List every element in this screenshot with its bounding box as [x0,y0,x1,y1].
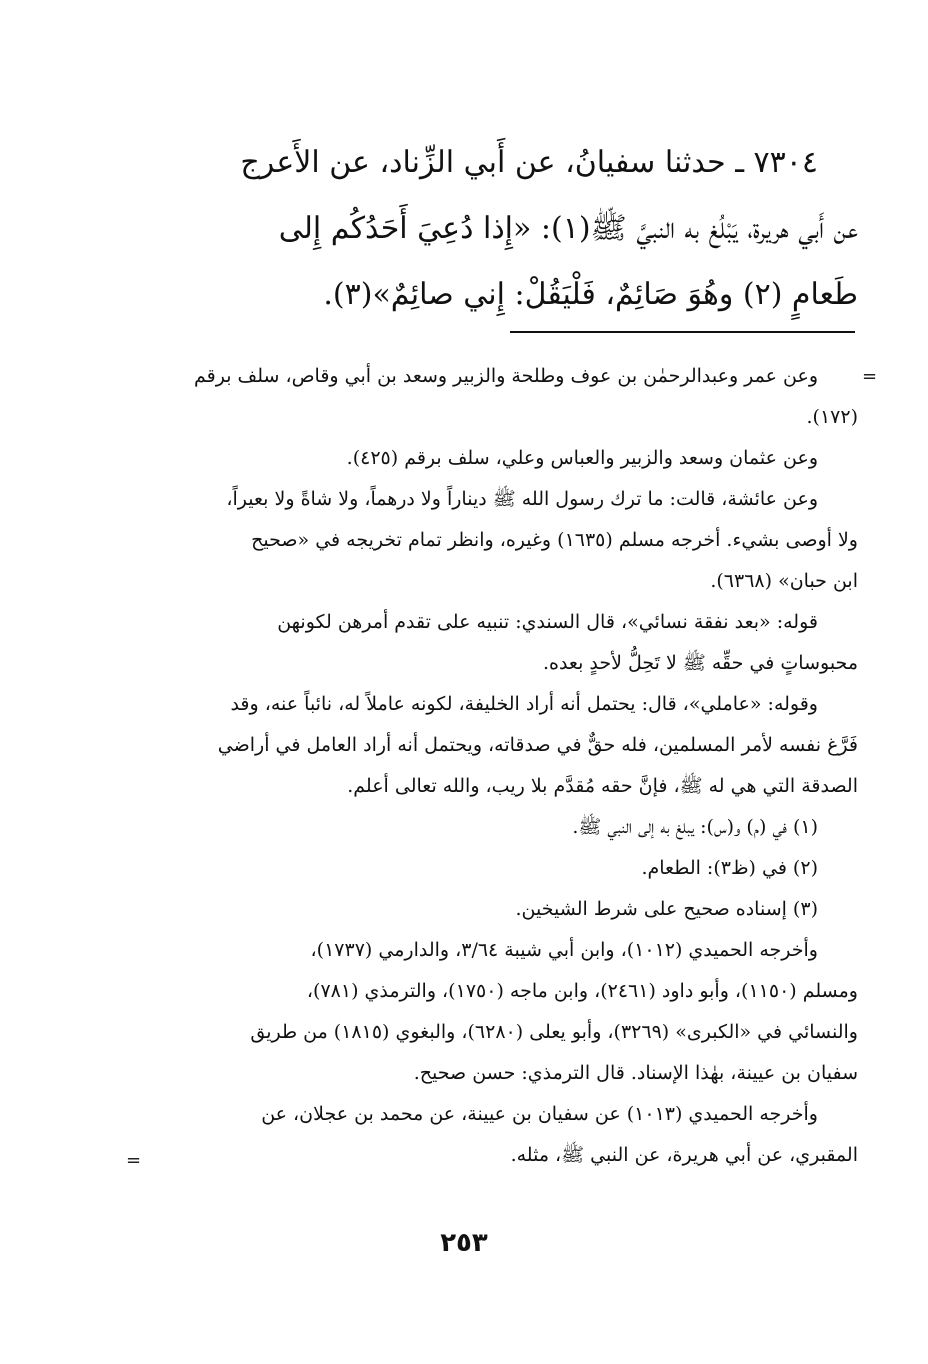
footnote-line: وعن عائشة، قالت: ما ترك رسول الله ﷺ ديناراً ولا درهماً، ولا شاةً ولا بعيراً، [226,488,818,510]
hadith-line-2: عن أَبي هريرة، يَبْلُغ به النبيَّ ﷺ(١): «إِذا دُعِيَ أَحَدُكُم إِلى [278,211,858,246]
footnote-line: وأخرجه الحميدي (١٠١٢)، وابن أبي شيبة ٣/٦٤، والدارمي (١٧٣٧)، [310,939,818,961]
footnote-line: المقبري، عن أبي هريرة، عن النبي ﷺ، مثله. [510,1144,858,1166]
continuation-mark-bottom: = [126,1150,142,1171]
page-number: ٢٥٣ [440,1228,488,1258]
footnote-line: ومسلم (١١٥٠)، وأبو داود (٢٤٦١)، وابن ماجه (١٧٥٠)، والترمذي (٧٨١)، [306,980,858,1002]
footnote-line: والنسائي في «الكبرى» (٣٢٦٩)، وأبو يعلى (٦٢٨٠)، والبغوي (١٨١٥) من طريق [250,1021,858,1043]
footnote-line: فَرَّغ نفسه لأمر المسلمين، فله حقٌّ في صدقاته، ويحتمل أنه أراد العامل في أراضي [217,734,858,756]
footnote-2: (٢) في (ظ٣): الطعام. [641,857,818,879]
footnote-separator [510,331,855,333]
footnote-line: سفيان بن عيينة، بهٰذا الإسناد. قال الترمذي: حسن صحيح. [413,1062,858,1084]
footnote-line: قوله: «بعد نفقة نسائي»، قال السندي: تنبيه على تقدم أمرهن لكونهن [277,611,818,633]
footnote-line: الصدقة التي هي له ﷺ، فإنَّ حقه مُقدَّم بلا ريب، والله تعالى أعلم. [347,775,858,797]
footnote-line: وعن عمر وعبدالرحمٰن بن عوف وطلحة والزبير وسعد بن أبي وقاص، سلف برقم [193,365,818,387]
hadith-line-1: ٧٣٠٤ ـ حدثنا سفيانُ، عن أَبي الزِّناد، عن الأَعرج [240,145,818,180]
footnote-line: ابن حبان» (٦٣٦٨). [710,570,858,592]
footnote-line: وأخرجه الحميدي (١٠١٣) عن سفيان بن عيينة، عن محمد بن عجلان، عن [261,1103,818,1125]
hadith-text [158,130,858,328]
footnotes [158,356,858,1176]
footnote-line: محبوساتٍ في حقِّه ﷺ لا تَحِلُّ لأحدٍ بعده. [542,652,858,674]
footnote-1: (١) في (م) و(س): يبلغ به إلى النبي ﷺ. [572,816,818,838]
hadith-line-3: طَعامٍ (٢) وهُوَ صَائِمٌ، فَلْيَقُلْ: إِني صائِمٌ»(٣). [323,277,858,312]
footnote-line: ولا أوصى بشيء. أخرجه مسلم (١٦٣٥) وغيره، وانظر تمام تخريجه في «صحيح [251,529,858,551]
footnote-3: (٣) إسناده صحيح على شرط الشيخين. [515,898,818,920]
continuation-mark-top: = [862,366,878,387]
footnote-line: وعن عثمان وسعد والزبير والعباس وعلي، سلف برقم (٤٢٥). [346,447,818,469]
footnote-line: وقوله: «عاملي»، قال: يحتمل أنه أراد الخليفة، لكونه عاملاً له، نائباً عنه، وقد [230,693,818,715]
footnote-line: (١٧٢). [806,406,858,428]
